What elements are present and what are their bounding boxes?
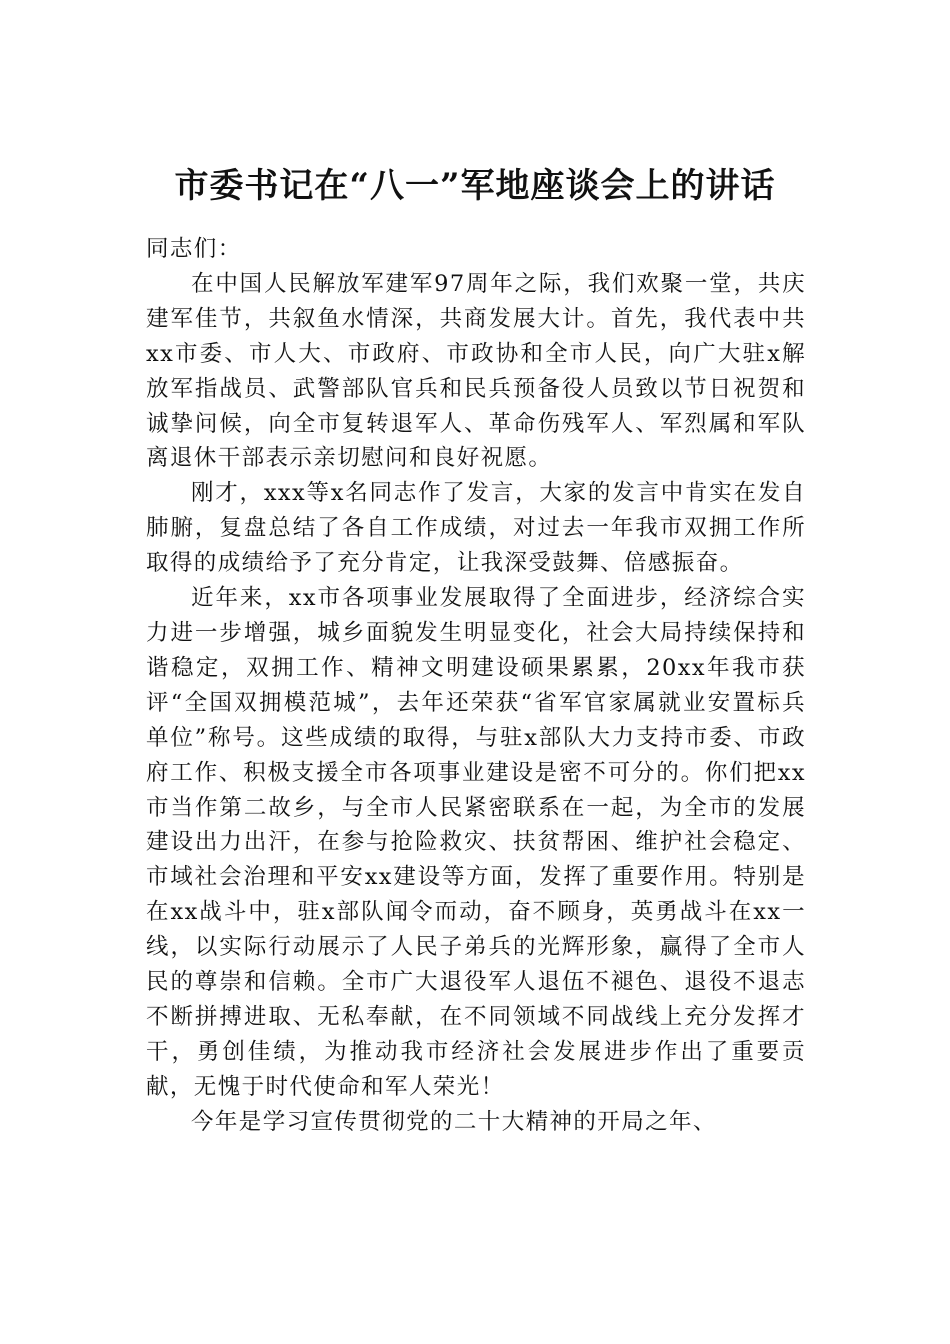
salutation: 同志们：: [146, 236, 242, 262]
paragraph-1: 在中国人民解放军建军97周年之际，我们欢聚一堂，共庆建军佳节，共叙鱼水情深，共商发展大计。首先，我代表中共xx市委、市人大、市政府、市政协和全市人民，向广大驻x解放军指战员、武警部队官兵和民兵预备役人员致以节日祝贺和诚挚问候，向全市复转退军人、革命伤残军人、军烈属和军队离退休干部表示亲切慰问和良好祝愿。: [146, 270, 806, 472]
paragraph-2: 刚才，xxx等x名同志作了发言，大家的发言中肯实在发自肺腑，复盘总结了各自工作成绩，对过去一年我市双拥工作所取得的成绩给予了充分肯定，让我深受鼓舞、倍感振奋。: [146, 480, 806, 577]
paragraph-3: 近年来，xx市各项事业发展取得了全面进步，经济综合实力进一步增强，城乡面貌发生明显变化，社会大局持续保持和谐稳定，双拥工作、精神文明建设硕果累累，20xx年我市获评“全国双拥模范城”，去年还荣获“省军官家属就业安置标兵单位”称号。这些成绩的取得，与驻x部队大力支持市委、市政府工作、积极支援全市各项事业建设是密不可分的。你们把xx市当作第二故乡，与全市人民紧密联系在一起，为全市的发展建设出力出汗，在参与抢险救灾、扶贫帮困、维护社会稳定、市域社会治理和平安xx建设等方面，发挥了重要作用。特别是在xx战斗中，驻x部队闻令而动，奋不顾身，英勇战斗在xx一线，以实际行动展示了人民子弟兵的光辉形象，赢得了全市人民的尊崇和信赖。全市广大退役军人退伍不褪色、退役不退志不断拼搏进取、无私奉献，在不同领域不同战线上充分发挥才干，勇创佳绩，为推动我市经济社会发展进步作出了重要贡献，无愧于时代使命和军人荣光！: [146, 585, 806, 1100]
document-title: 市委书记在“八一”军地座谈会上的讲话: [174, 166, 776, 206]
document-body: [146, 232, 806, 1140]
paragraph-4: 今年是学习宣传贯彻党的二十大精神的开局之年、: [191, 1108, 717, 1135]
